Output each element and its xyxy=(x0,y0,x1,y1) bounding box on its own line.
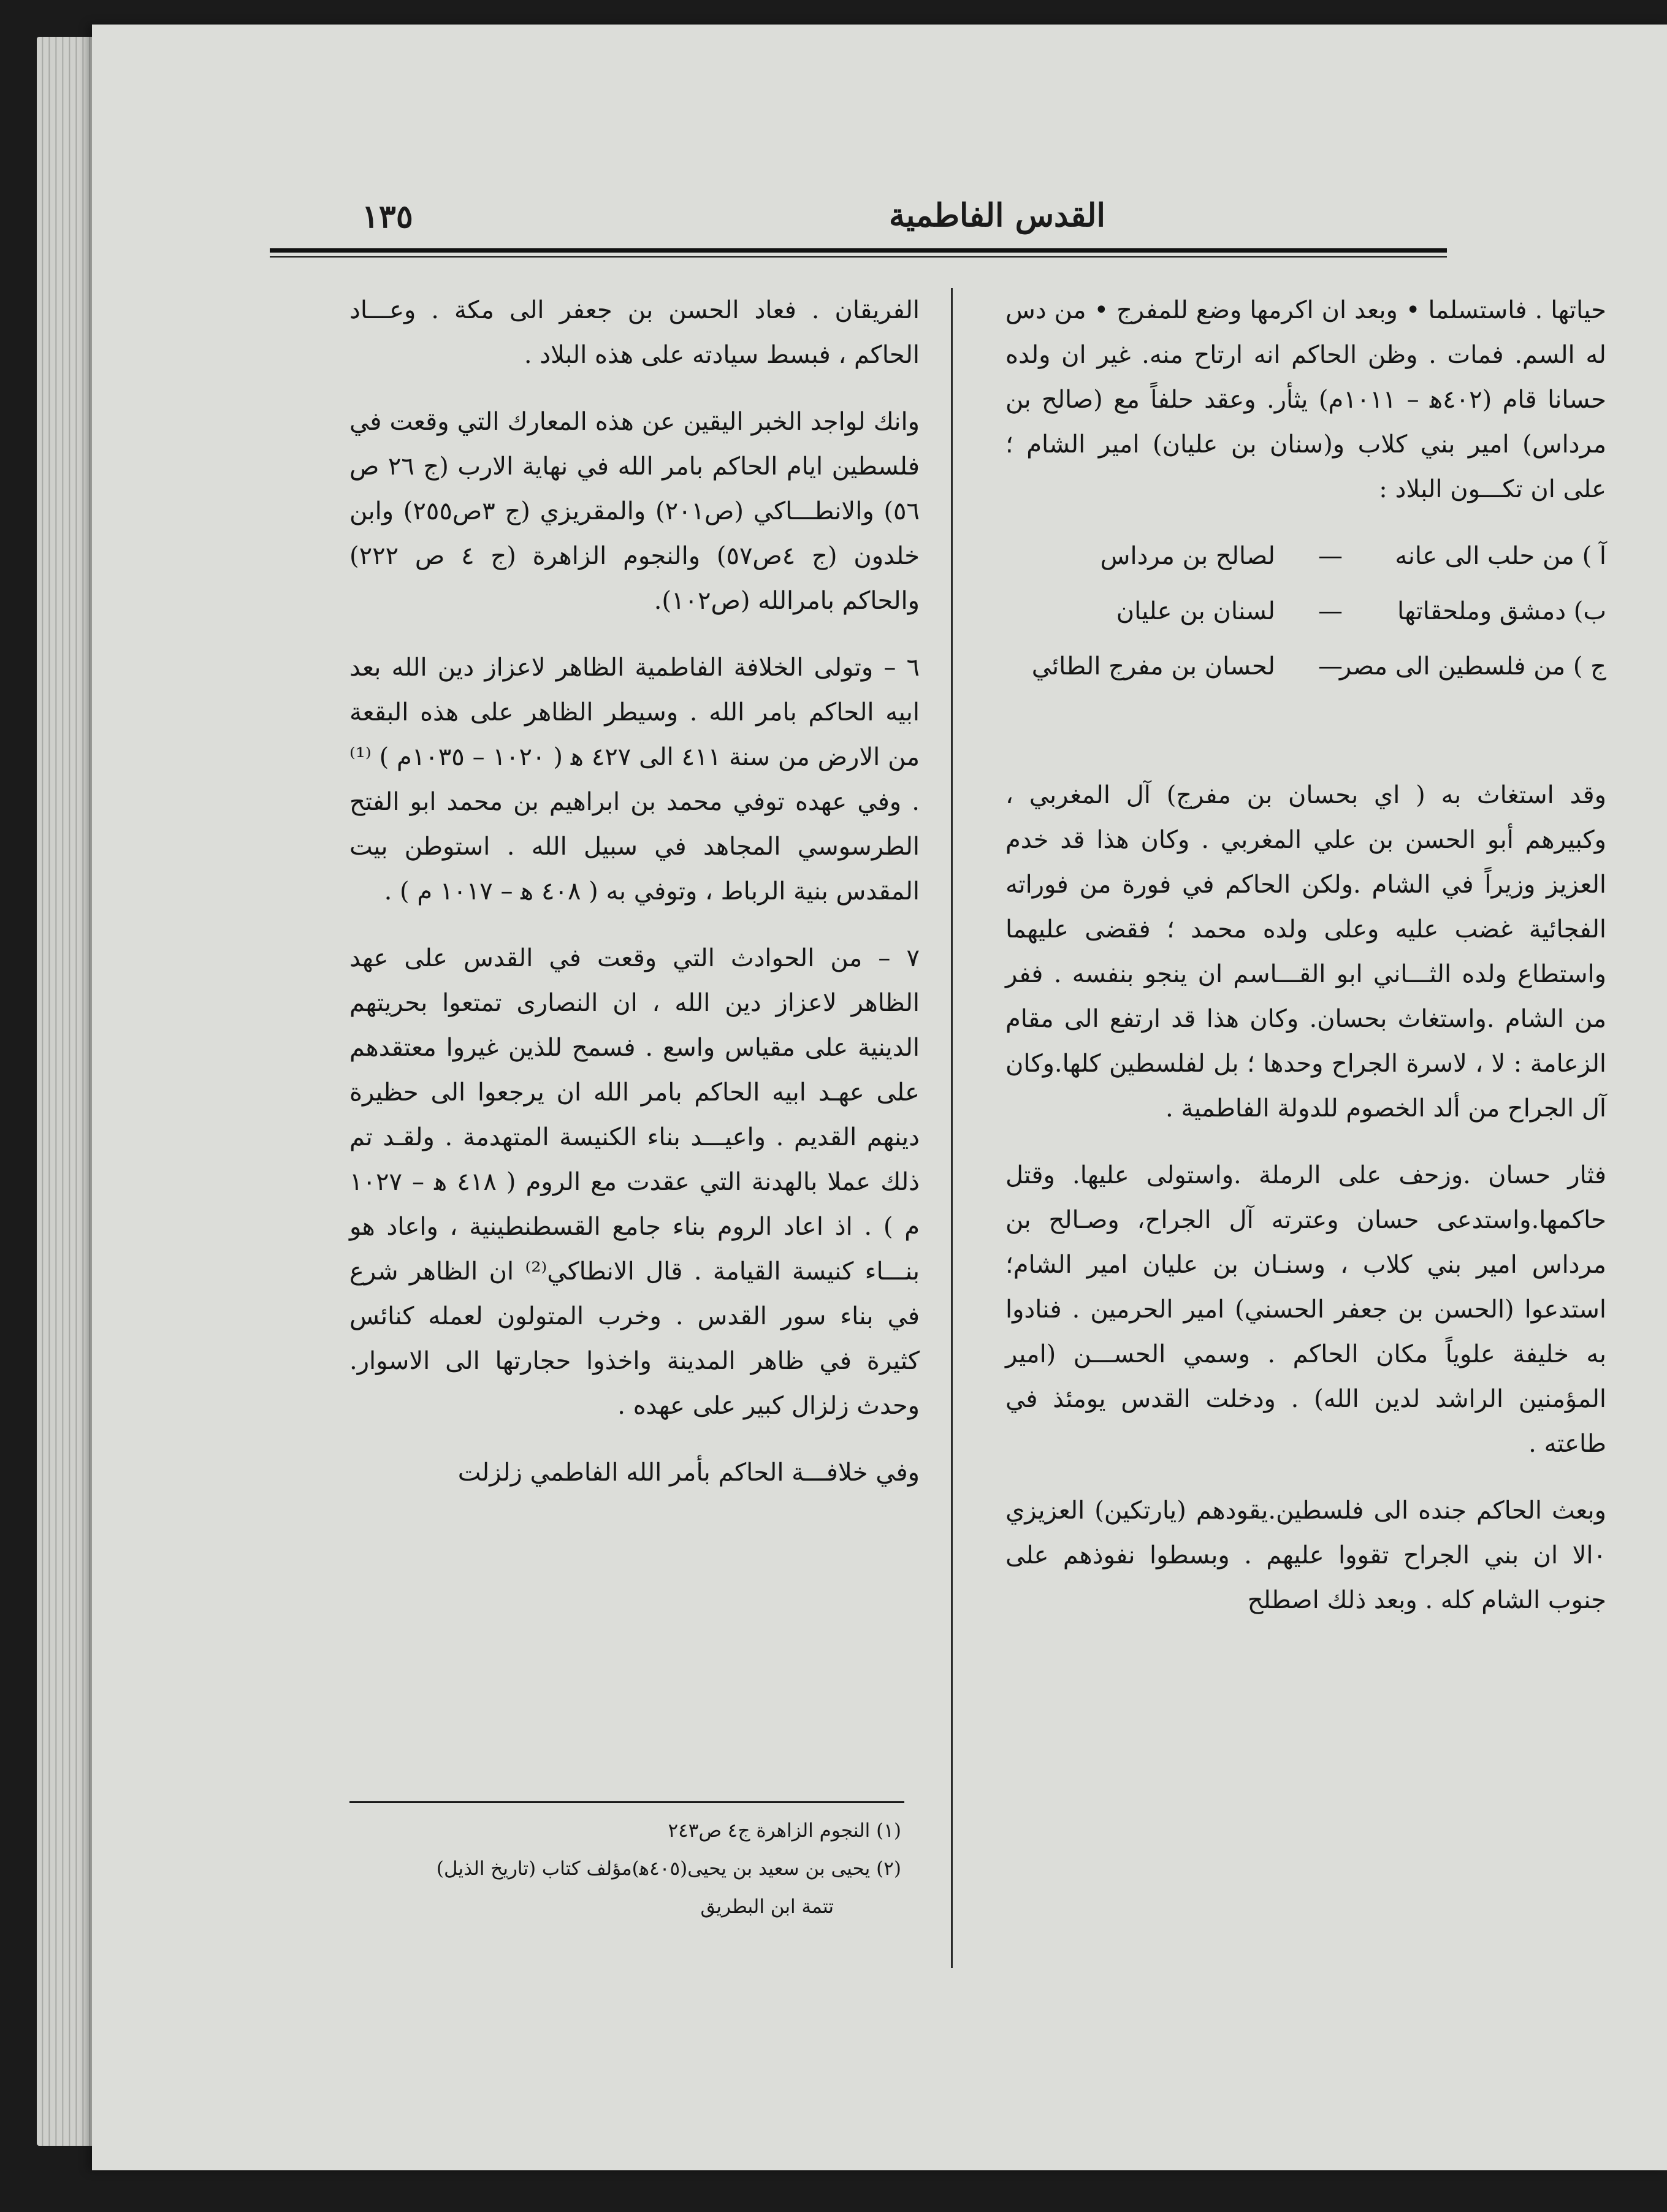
left-column xyxy=(349,288,920,1517)
list-item-region: آ ) من حلب الى عانه xyxy=(1395,542,1606,570)
running-title: القدس الفاطمية xyxy=(889,197,1105,234)
list-item xyxy=(1005,644,1606,736)
paragraph: وبعث الحاكم جنده الى فلسطين.يقودهم (يارتكين) العزيزي ٠الا ان بني الجراح تقووا عليهم . وبسطوا نفوذهم على جنوب الشام كله . وبعد ذلك اصطلح xyxy=(1005,1497,1606,1614)
list-item xyxy=(1005,534,1606,589)
footnote-2: (٢) يحيى بن سعيد بن يحيى(٤٠٥ﻫ)مؤلف كتاب (تاريخ الذيل) xyxy=(436,1858,901,1880)
footnote-rule xyxy=(349,1801,904,1803)
footnotes xyxy=(349,1812,901,1926)
paragraph: فثار حسان .وزحف على الرملة .واستولى عليها. وقتل حاكمها.واستدعى حسان وعترته آل الجراح، وصـالح بن مرداس امير بني كلاب ، وسنـان بن عليان امير الشام؛استدعوا (الحسن بن جعفر الحسني) امير الحرمين . فنادوا به خليفة علوياً مكان الحاكم . وسمي الحســـن (امير المؤمنين الراشد لدين الله) . ودخلت القدس يومئذ في طاعته . xyxy=(1005,1161,1606,1458)
paragraph: وفي خلافـــة الحاكم بأمر الله الفاطمي زلزلت xyxy=(457,1459,920,1487)
page-number: ١٣٥ xyxy=(362,198,413,235)
list-item-region: ب) دمشق وملحقاتها xyxy=(1397,597,1606,625)
paragraph: وانك لواجد الخبر اليقين عن هذه المعارك التي وقعت في فلسطين ايام الحاكم بامر الله في نهاية الارب (ج ٢٦ ص ٥٦) والانطـــاكي (ص٢٠١) والمقريزي (ج ٣ص٢٥٥) وابن خلدون (ج ٤ص٥٧) والنجوم الزاهرة (ج ٤ ص ٢٢٢) والحاكم بامرالله (ص١٠٢). xyxy=(349,408,920,615)
header-rule-thick xyxy=(270,248,1447,253)
header-rule-thin xyxy=(270,256,1447,257)
paragraph: ٧ – من الحوادث التي وقعت في القدس على عهد الظاهر لاعزاز دين الله ، ان النصارى تمتعوا بحريتهم الدينية على مقياس واسع . فسمح للذين غيروا معتقدهم على عهـد ابيه الحاكم بامر الله ان يرجعوا الى حظيرة دينهم القديم . واعيـــد بناء الكنيسة المتهدمة . ولقـد تم ذلك عملا بالهدنة التي عقدت مع الروم ( ٤١٨ ﻫ – ١٠٢٧ م ) . اذ اعاد الروم بناء جامع القسطنطينية ، واعاد هو بنـــاء كنيسة القيامة . قال الانطاكي⁽²⁾ ان الظاهر شرع في بناء سور القدس . وخرب المتولون لعمله كنائس كثيرة في ظاهر المدينة واخذوا حجارتها الى الاسوار. وحدث زلزال كبير على عهده . xyxy=(349,944,920,1420)
list-item xyxy=(1005,589,1606,644)
right-column xyxy=(1005,288,1606,1645)
list-item-ruler: لصالح بن مرداس xyxy=(1100,542,1275,570)
footnote-2-continuation: تتمة ابن البطريق xyxy=(700,1896,834,1918)
list-item-ruler: لسنان بن عليان xyxy=(1116,597,1275,625)
paragraph: ٦ – وتولى الخلافة الفاطمية الظاهر لاعزاز دين الله بعد ابيه الحاكم بامر الله . وسيطر الظاهر على هذه البقعة من الارض من سنة ٤١١ الى ٤٢٧ ﻫ ( ١٠٢٠ – ١٠٣٥م ) ⁽¹⁾ . وفي عهده توفي محمد بن ابراهيم بن محمد ابو الفتح الطرسوسي المجاهد في سبيل الله . استوطن بيت المقدس بنية الرباط ، وتوفي به ( ٤٠٨ ﻫ – ١٠١٧ م ) . xyxy=(349,654,920,906)
list-item-dash: — xyxy=(1318,652,1343,681)
footnote-1: (١) النجوم الزاهرة ج٤ ص٢٤٣ xyxy=(668,1820,901,1842)
paragraph: وقد استغاث به ( اي بحسان بن مفرج) آل المغربي ، وكبيرهم أبو الحسن بن علي المغربي . وكان هذا قد خدم العزيز وزيراً في الشام .ولكن الحاكم في فورة من فوراته الفجائية غضب عليه وعلى ولده محمد ؛ فقضى عليهما واستطاع ولده الثـــاني ابو القـــاسم ان ينجو بنفسه . ففر من الشام .واستغاث بحسان. وكان هذا قد ارتفع الى مقام الزعامة : لا ، لاسرة الجراح وحدها ؛ بل لفلسطين كلها.وكان آل الجراح من ألد الخصوم للدولة الفاطمية . xyxy=(1005,781,1606,1123)
list-item-dash: — xyxy=(1318,542,1343,570)
list-item-ruler: لحسان بن مفرج الطائي xyxy=(1031,652,1275,681)
list-item-region: ج ) من فلسطين الى مصر xyxy=(1339,652,1606,681)
paragraph: حياتها . فاستسلما • وبعد ان اكرمها وضع للمفرج • من دس له السم. فمات . وظن الحاكم انه ارتاح منه. غير ان ولده حسانا قام (٤٠٢ﻫ – ١٠١١م) يثأر. وعقد حلفاً مع (صالح بن مرداس) امير بني كلاب و(سنان بن عليان) امير الشام ؛ على ان تكـــون البلاد : xyxy=(1005,296,1607,503)
column-divider xyxy=(951,288,953,1968)
page-header xyxy=(270,187,1447,254)
paragraph: الفريقان . فعاد الحسن بن جعفر الى مكة . وعـــاد الحاكم ، فبسط سيادته على هذه البلاد . xyxy=(349,296,920,369)
territory-list xyxy=(1005,534,1606,736)
list-item-dash: — xyxy=(1318,597,1343,625)
